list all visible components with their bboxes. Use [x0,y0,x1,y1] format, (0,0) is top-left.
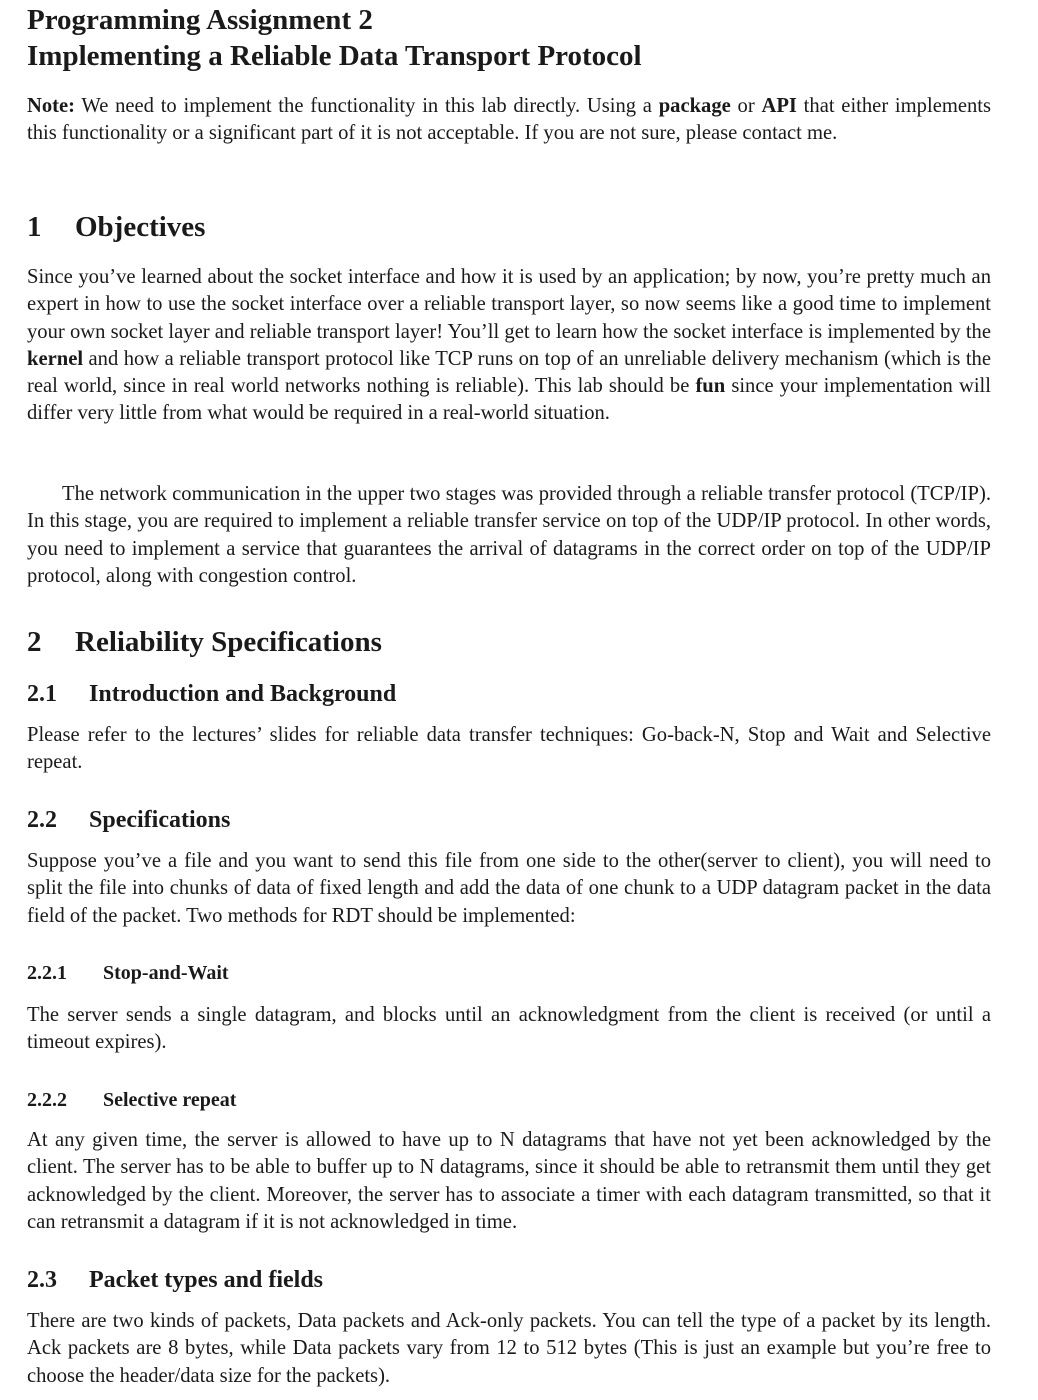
section-title: Objectives [75,211,206,243]
note-text-1: We need to implement the functionality in this lab directly. Using a [75,95,659,117]
objectives-bold-fun: fun [695,375,726,398]
objectives-text-3: since your implementation will differ very little from what would be required in a real-world situation. [27,375,991,425]
subsection-title: Specifications [89,807,231,833]
section-number: 2 [27,626,42,658]
objectives-text-2: and how a reliable transport protocol like TCP runs on top of an unreliable delivery mechanism (which is the real world, since in real world networks nothing is reliable). This lab should be [27,347,991,398]
specifications-paragraph: Suppose you’ve a file and you want to send this file from one side to the other(server to client), you will need to split the file into chunks of data of fixed length and add the data of one chunk to a UDP datagram packet in the data field of the packet. Two methods for RDT should be implemented: [27,850,991,927]
objectives-paragraph-1 [27,264,991,428]
subsubsection-title: Stop-and-Wait [103,962,229,984]
document-title [27,2,991,74]
subsection-number: 2.1 [27,681,57,707]
subsection-number: 2.2 [27,807,57,833]
subsection-title: Introduction and Background [89,681,397,707]
section-heading-reliability [27,625,991,659]
objectives-bold-kernel: kernel [27,347,84,370]
subsection-number: 2.3 [27,1267,57,1293]
subsection-heading-packet-types [27,1265,991,1295]
subsection-heading-specifications [27,805,991,835]
note-text-2: or [730,95,762,117]
subsubsection-heading-selective-repeat [27,1087,991,1113]
selective-repeat-paragraph: At any given time, the server is allowed to have up to N datagrams that have not yet been acknowledged by the client. The server has to be able to buffer up to N datagrams, since it should be able to retransmit them until they get acknowledged by the client. Moreover, the server has to associate a timer with each datagram transmitted, so that it can retransmit a datagram if it is not acknowledged in time. [27,1129,991,1233]
subsubsection-number: 2.2.1 [27,962,67,984]
subsubsection-number: 2.2.2 [27,1089,67,1111]
note-bold-api: API [761,95,797,117]
section-heading-objectives [27,210,991,244]
stop-and-wait-paragraph: The server sends a single datagram, and blocks until an acknowledgment from the client is received (or until a timeout expires). [27,1004,991,1054]
title-line-2: Implementing a Reliable Data Transport Protocol [27,40,642,72]
title-line-1: Programming Assignment 2 [27,4,373,36]
section-number: 1 [27,211,42,243]
note-label: Note: [27,95,76,117]
note-paragraph [27,93,991,148]
objectives-paragraph-2: The network communication in the upper two stages was provided through a reliable transfer protocol (TCP/IP). In this stage, you are required to implement a reliable transfer service on top of the UDP/IP protocol. In other words, you need to implement a service that guarantees the arrival of datagrams in the correct order on top of the UDP/IP protocol, along with congestion control. [27,483,991,587]
note-bold-package: package [658,95,731,117]
subsection-title: Packet types and fields [89,1267,323,1293]
subsubsection-title: Selective repeat [103,1089,237,1111]
objectives-text-1: Since you’ve learned about the socket interface and how it is used by an application; by now, you’re pretty much an expert in how to use the socket interface over a reliable transport layer, so now seems like a good time to implement your own socket layer and reliable transport layer! You’ll get to learn how the socket interface is implemented by the [27,266,991,343]
packet-types-paragraph: There are two kinds of packets, Data packets and Ack-only packets. You can tell the type of a packet by its length. Ack packets are 8 bytes, while Data packets vary from 12 to 512 bytes (This is just an example but you’re free to choose the header/data size for the packets). [27,1310,991,1387]
intro-paragraph: Please refer to the lectures’ slides for reliable data transfer techniques: Go-back-N, Stop and Wait and Selective repeat. [27,724,991,774]
note-text-3: that either implements this functionality or a significant part of it is not acceptable. If you are not sure, please contact me. [27,95,992,145]
section-title: Reliability Specifications [75,626,382,658]
subsection-heading-intro [27,679,991,709]
subsubsection-heading-stop-and-wait [27,960,991,986]
